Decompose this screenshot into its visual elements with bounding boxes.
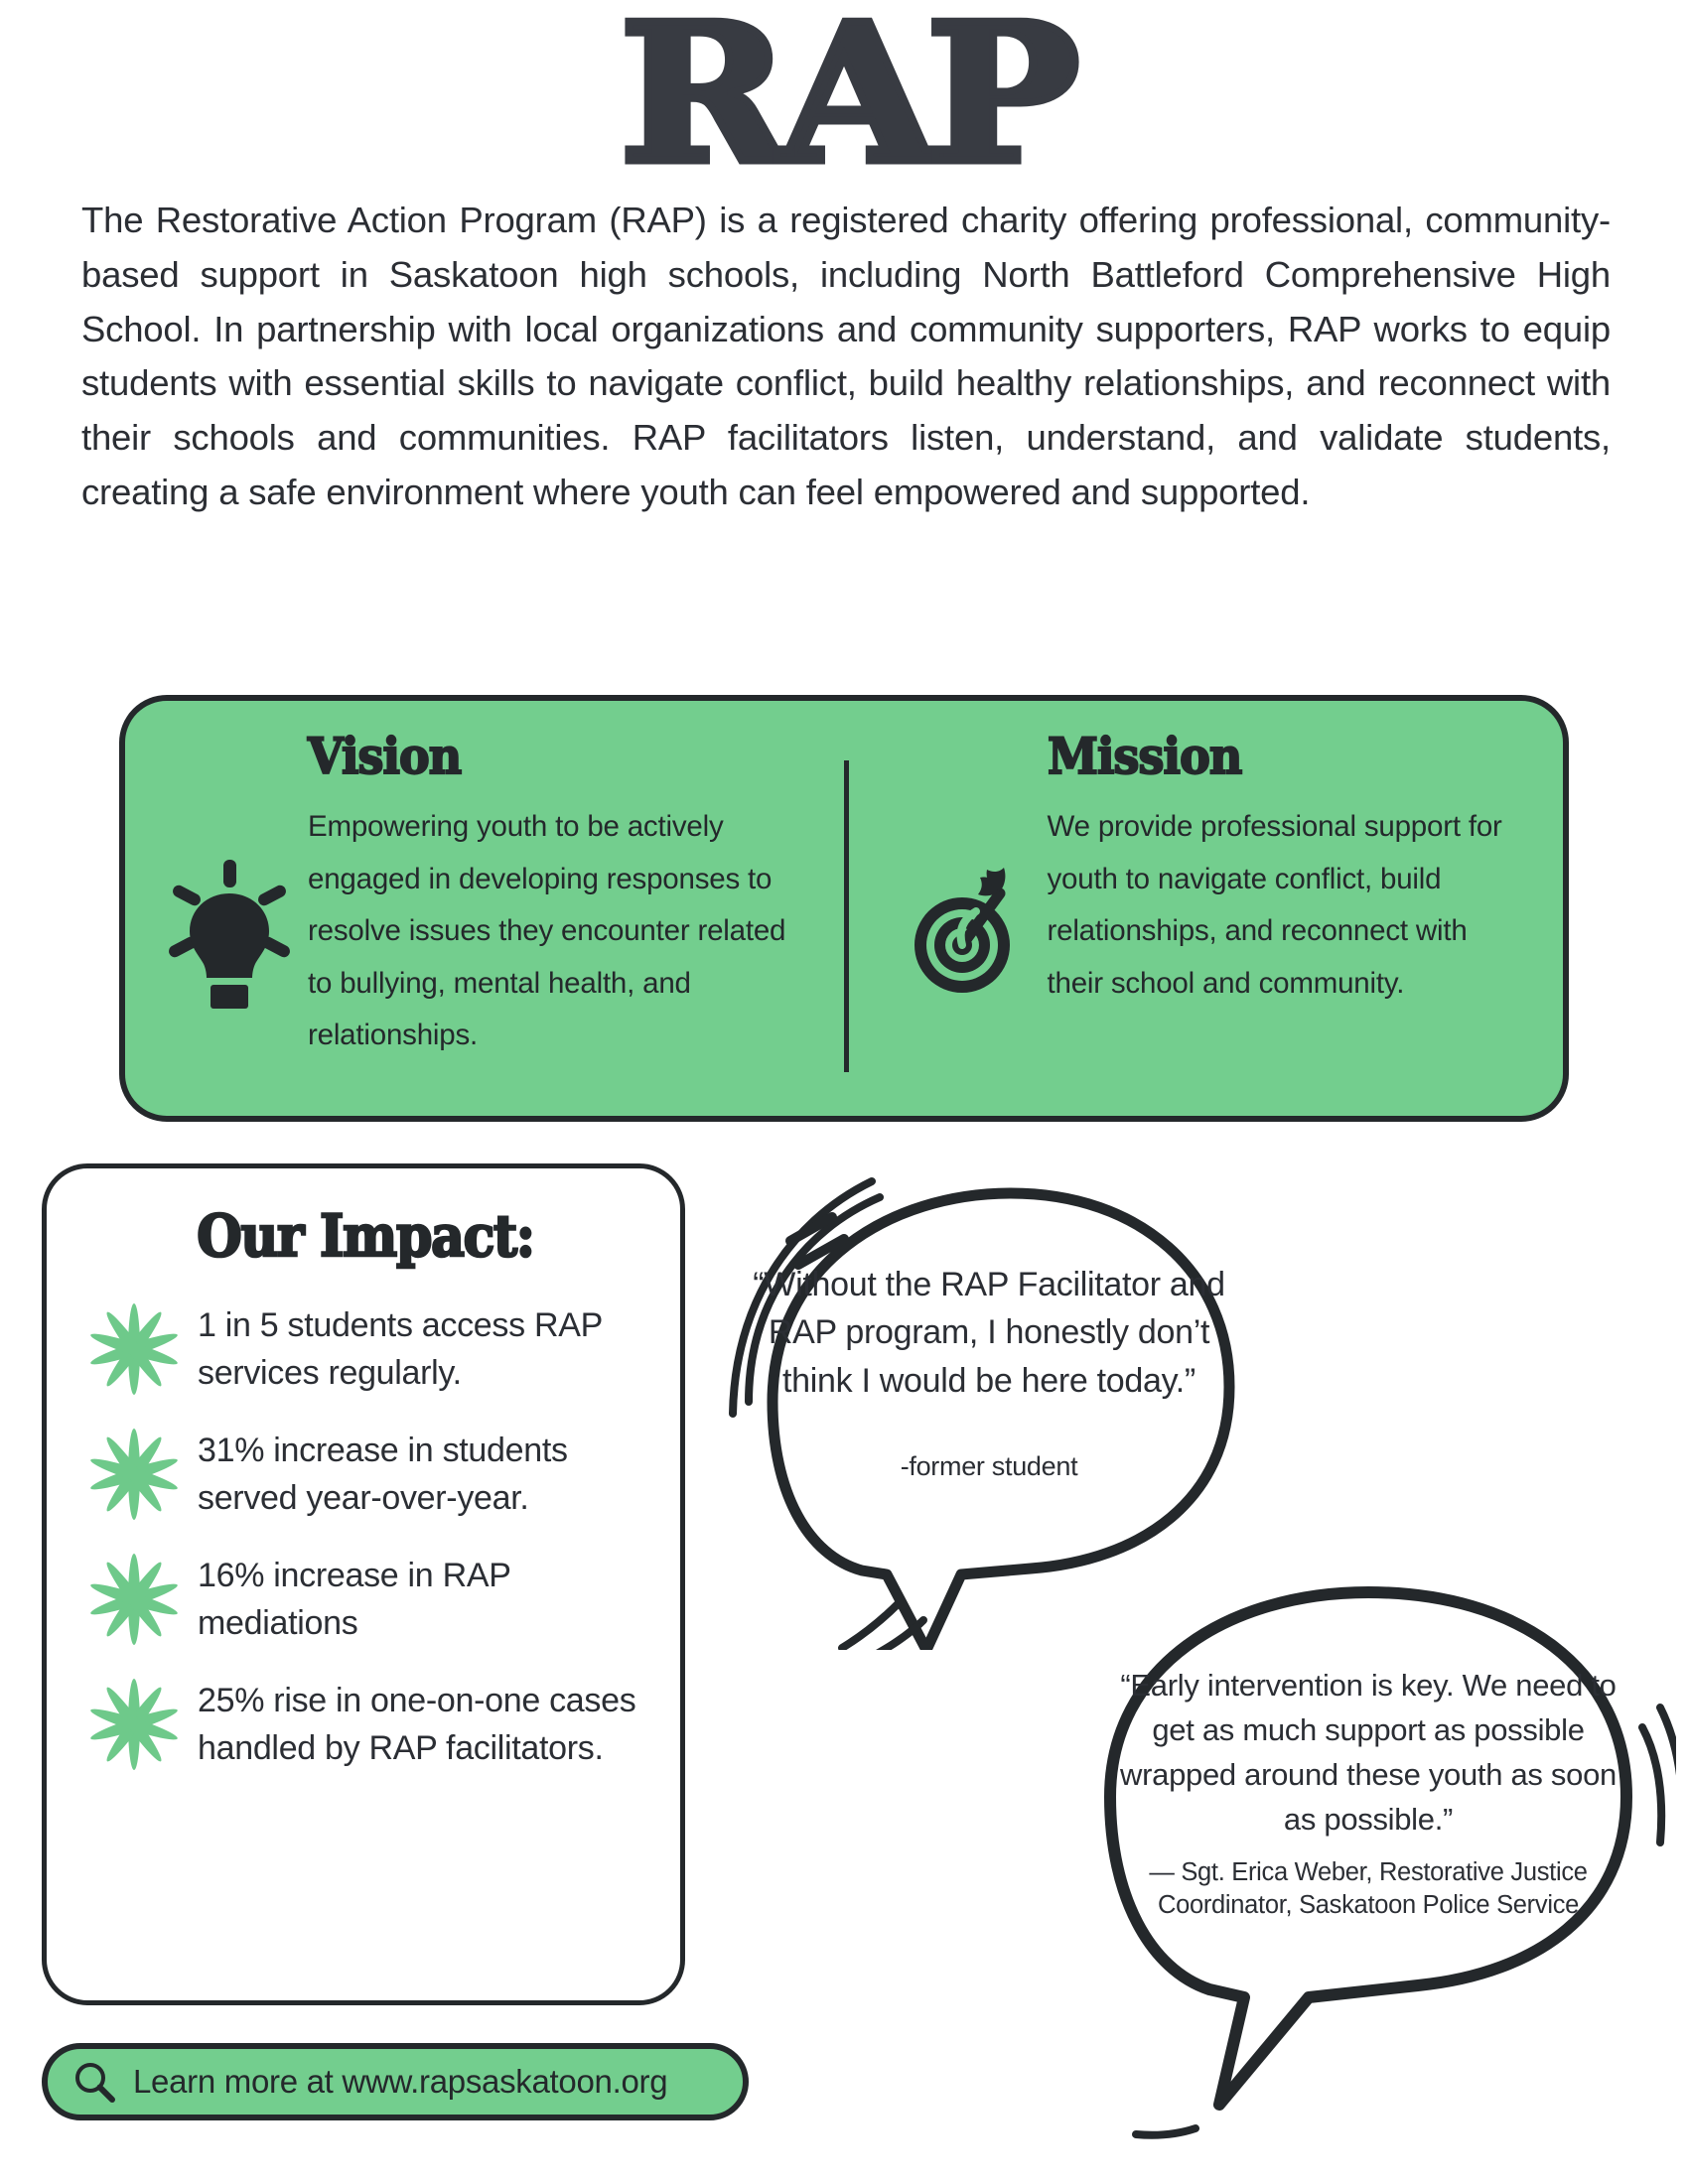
sparkle-star-icon — [80, 1546, 188, 1649]
vision-column — [125, 701, 844, 1116]
lightbulb-icon — [155, 727, 304, 1090]
quote-text: “Without the RAP Facilitator and RAP program, I honestly don’t think I would be here today.” — [753, 1266, 1225, 1400]
quote-attribution: -former student — [900, 1451, 1078, 1481]
sparkle-star-icon — [80, 1671, 188, 1774]
learn-more-pill[interactable] — [42, 2043, 749, 2120]
logo-area — [0, 0, 1688, 206]
quote-text: “Early intervention is key. We need to get as much support as possible wrapped around these youth as soon as possible.” — [1120, 1668, 1617, 1837]
mission-text: We provide professional support for youth to navigate conflict, build relationships, and reconnect with their school and community. — [1047, 810, 1502, 1000]
impact-title: Our Impact: — [197, 1202, 534, 1270]
list-item — [80, 1546, 650, 1649]
learn-more-text: Learn more at www.rapsaskatoon.org — [133, 2063, 668, 2100]
mission-title: Mission — [1047, 727, 1241, 785]
vision-mission-card — [119, 695, 1569, 1122]
rap-logo: RAP — [619, 0, 1069, 206]
mission-column — [849, 701, 1564, 1116]
vision-text: Empowering youth to be actively engaged in developing responses to resolve issues they encounter related to bullying, mental health, and relationships. — [308, 810, 786, 1051]
impact-item-text: 1 in 5 students access RAP services regularly. — [198, 1306, 603, 1393]
magnifier-icon — [71, 2059, 117, 2105]
vision-body — [304, 727, 826, 1090]
impact-item-text: 25% rise in one-on-one cases handled by RAP facilitators. — [198, 1682, 636, 1768]
target-dart-icon — [875, 727, 1044, 1090]
impact-card — [42, 1163, 685, 2005]
impact-item-text: 31% increase in students served year-over-year. — [198, 1432, 568, 1518]
quote-bubble-police — [1070, 1549, 1676, 2144]
intro-paragraph: The Restorative Action Program (RAP) is a registered charity offering professional, community-based support in Saskatoon high schools, including North Battleford Comprehensive High School. In partnership with local organizations and community supporters, RAP works to equip students with essential skills to navigate conflict, build healthy relationships, and reconnect with their schools and communities. RAP facilitators listen, understand, and validate students, creating a safe environment where youth can feel empowered and supported. — [81, 200, 1611, 512]
quote-attribution: — Sgt. Erica Weber, Restorative Justice Coordinator, Saskatoon Police Service — [1149, 1858, 1588, 1920]
mission-body — [1044, 727, 1546, 1090]
list-item — [80, 1296, 650, 1399]
list-item — [80, 1671, 650, 1774]
sparkle-star-icon — [80, 1421, 188, 1524]
list-item — [80, 1421, 650, 1524]
vision-title: Vision — [308, 727, 462, 785]
sparkle-star-icon — [80, 1296, 188, 1399]
impact-item-text: 16% increase in RAP mediations — [198, 1557, 510, 1643]
impact-list — [80, 1296, 650, 1774]
